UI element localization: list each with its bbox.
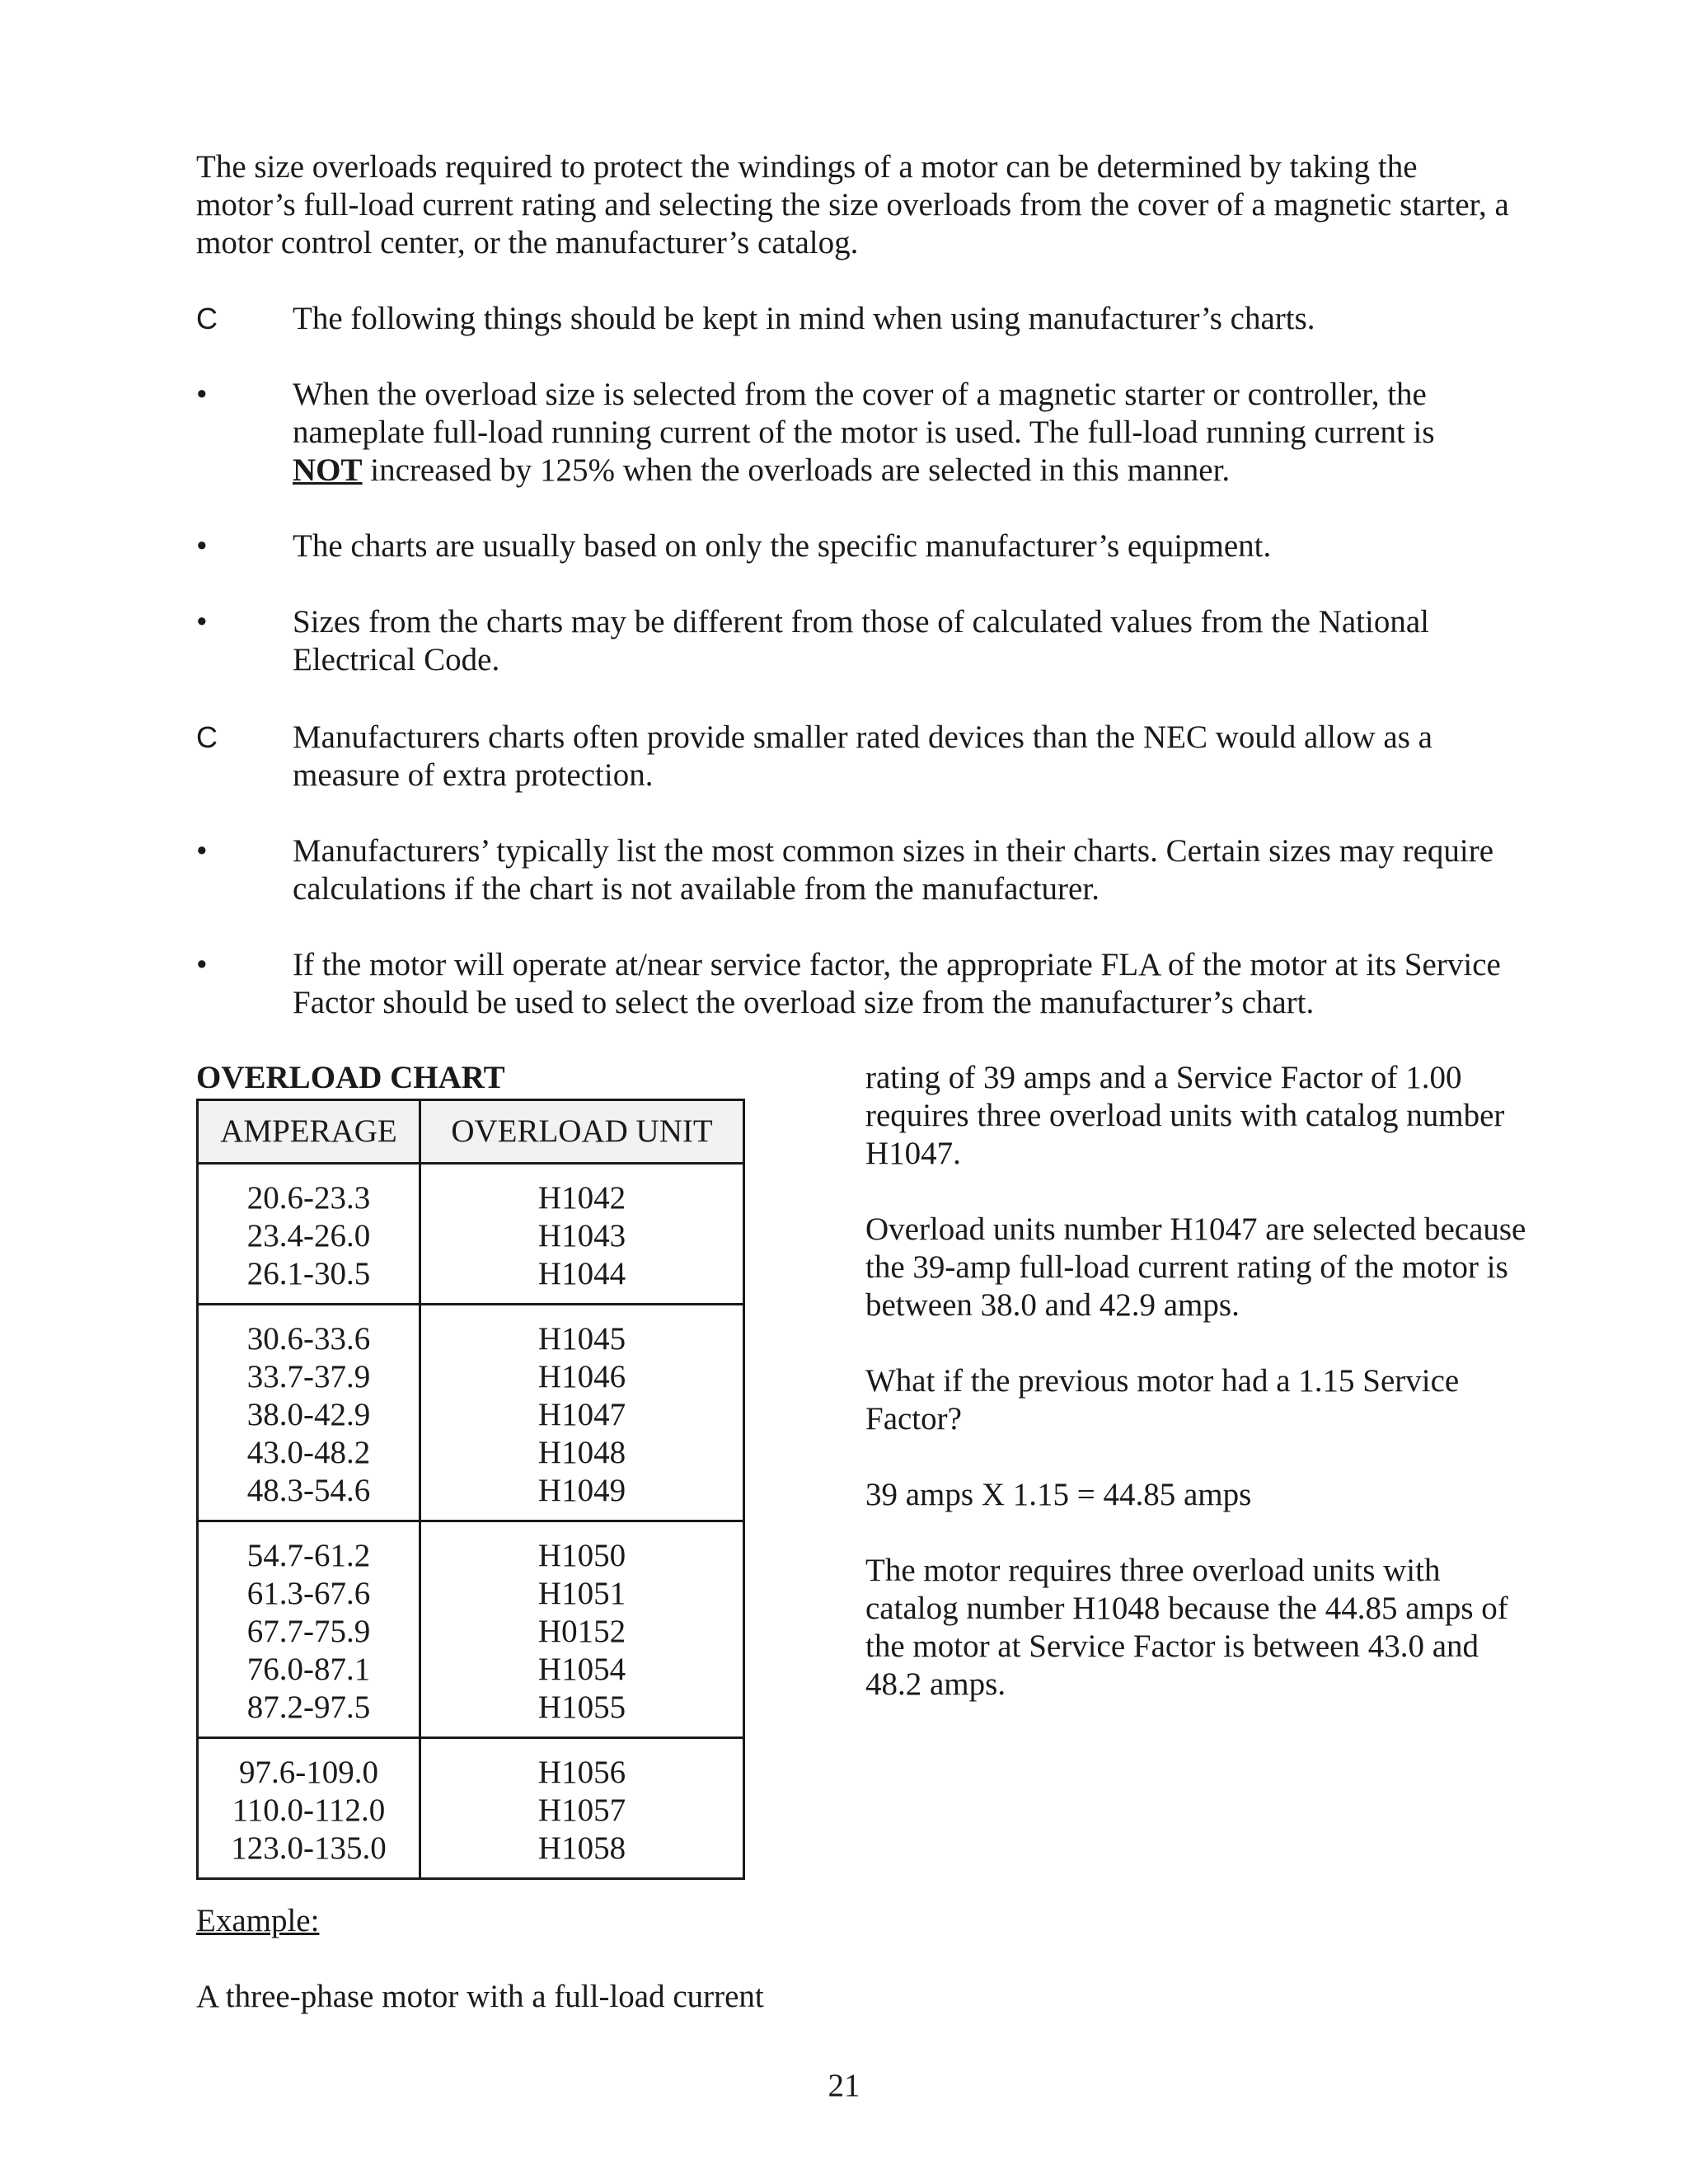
list-item — [196, 376, 1523, 490]
bullet-icon: • — [196, 604, 208, 640]
table-row — [198, 1255, 744, 1305]
amperage-cell: 38.0-42.9 — [198, 1396, 420, 1434]
table-row — [198, 1613, 744, 1651]
overload-unit-cell: H1051 — [420, 1575, 744, 1613]
overload-unit-cell: H1049 — [420, 1472, 744, 1521]
amperage-cell: 67.7-75.9 — [198, 1613, 420, 1651]
list-item-text — [293, 376, 1523, 490]
overload-unit-cell: H1048 — [420, 1434, 744, 1472]
overload-unit-cell: H1055 — [420, 1689, 744, 1738]
right-column-paragraph — [865, 1059, 1533, 1173]
right-column-paragraph — [865, 1211, 1533, 1324]
overload-unit-cell: H0152 — [420, 1613, 744, 1651]
list-item — [196, 946, 1523, 1022]
overload-unit-cell: H1043 — [420, 1217, 744, 1255]
table-row — [198, 1434, 744, 1472]
list-item — [196, 832, 1523, 908]
amperage-cell: 48.3-54.6 — [198, 1472, 420, 1521]
list-marker: C — [196, 720, 218, 754]
example-text: A three-phase motor with a full-load current — [196, 1979, 764, 2014]
table-row — [198, 1651, 744, 1689]
column-header-overload-unit: OVERLOAD UNIT — [420, 1100, 744, 1164]
overload-unit-cell: H1054 — [420, 1651, 744, 1689]
list-item-text-part: increased by 125% when the overloads are selected in this manner. — [370, 452, 1231, 488]
emphasis-not: NOT — [293, 452, 363, 488]
amperage-cell: 43.0-48.2 — [198, 1434, 420, 1472]
amperage-cell: 30.6-33.6 — [198, 1305, 420, 1359]
amperage-cell: 26.1-30.5 — [198, 1255, 420, 1305]
overload-unit-cell: H1056 — [420, 1738, 744, 1793]
amperage-cell: 97.6-109.0 — [198, 1738, 420, 1793]
table-row — [198, 1217, 744, 1255]
list-item-text: Manufacturers’ typically list the most common sizes in their charts. Certain sizes may require calculations if the chart is not available from the manufacturer. — [293, 833, 1494, 907]
list-item — [196, 300, 1523, 338]
right-paragraph-2: Overload units number H1047 are selected because the 39-amp full-load current rating of the motor is between 38.0 and 42.9 amps. — [865, 1212, 1526, 1323]
amperage-cell: 87.2-97.5 — [198, 1689, 420, 1738]
list-item-text-part: When the overload size is selected from the cover of a magnetic starter or controller, the nameplate full-load running current of the motor is used. The full-load running current is — [293, 377, 1435, 450]
table-row — [198, 1472, 744, 1521]
amperage-cell: 76.0-87.1 — [198, 1651, 420, 1689]
amperage-cell: 123.0-135.0 — [198, 1830, 420, 1879]
right-column-paragraph — [865, 1476, 1533, 1514]
overload-unit-cell: H1042 — [420, 1164, 744, 1218]
list-item — [196, 603, 1523, 679]
overload-unit-cell: H1047 — [420, 1396, 744, 1434]
page-number: 21 — [828, 2068, 860, 2103]
table-row — [198, 1164, 744, 1218]
intro-paragraph: The size overloads required to protect the windings of a motor can be determined by taking the motor’s full-load current rating and selecting the size overloads from the cover of a magnetic starter, a motor control center, or the manufacturer’s catalog. — [196, 149, 1509, 260]
column-header-amperage: AMPERAGE — [198, 1100, 420, 1164]
amperage-cell: 33.7-37.9 — [198, 1358, 420, 1396]
bullet-icon: • — [196, 528, 208, 564]
bullet-icon: • — [196, 377, 208, 412]
table-row — [198, 1575, 744, 1613]
amperage-cell: 110.0-112.0 — [198, 1792, 420, 1830]
list-item — [196, 719, 1523, 794]
amperage-cell: 23.4-26.0 — [198, 1217, 420, 1255]
list-item-text: Manufacturers charts often provide smaller rated devices than the NEC would allow as a measure of extra protection. — [293, 719, 1432, 793]
list-marker: C — [196, 302, 218, 335]
table-row — [198, 1792, 744, 1830]
overload-unit-cell: H1046 — [420, 1358, 744, 1396]
table-row — [198, 1830, 744, 1879]
list-item — [196, 527, 1523, 565]
table-row — [198, 1305, 744, 1359]
right-column-paragraph — [865, 1552, 1533, 1704]
amperage-cell: 61.3-67.6 — [198, 1575, 420, 1613]
overload-chart-table — [196, 1099, 745, 1880]
table-row — [198, 1738, 744, 1793]
chart-title: OVERLOAD CHART — [196, 1060, 505, 1095]
overload-unit-cell: H1045 — [420, 1305, 744, 1359]
table-row — [198, 1521, 744, 1576]
overload-unit-cell: H1057 — [420, 1792, 744, 1830]
bullet-icon: • — [196, 833, 208, 869]
table-row — [198, 1358, 744, 1396]
overload-unit-cell: H1050 — [420, 1521, 744, 1576]
right-paragraph-1: rating of 39 amps and a Service Factor of 1.00 requires three overload units with catalog number H1047. — [865, 1060, 1505, 1171]
overload-unit-cell: H1058 — [420, 1830, 744, 1879]
right-column-paragraph — [865, 1362, 1533, 1438]
right-paragraph-5: The motor requires three overload units with catalog number H1048 because the 44.85 amps of the motor at Service Factor is between 43.0 and 48.2 amps. — [865, 1553, 1508, 1702]
list-item-text: The charts are usually based on only the specific manufacturer’s equipment. — [293, 528, 1272, 564]
list-item-text: The following things should be kept in mind when using manufacturer’s charts. — [293, 301, 1315, 336]
amperage-cell: 54.7-61.2 — [198, 1521, 420, 1576]
table-row — [198, 1396, 744, 1434]
list-item-text: Sizes from the charts may be different from those of calculated values from the National Electrical Code. — [293, 604, 1429, 677]
bullet-icon: • — [196, 947, 208, 982]
table-row — [198, 1689, 744, 1738]
right-paragraph-4: 39 amps X 1.15 = 44.85 amps — [865, 1477, 1252, 1512]
right-paragraph-3: What if the previous motor had a 1.15 Service Factor? — [865, 1363, 1460, 1436]
example-label: Example: — [196, 1903, 320, 1938]
list-item-text: If the motor will operate at/near service factor, the appropriate FLA of the motor at its Service Factor should be used to select the overload size from the manufacturer’s chart. — [293, 947, 1501, 1020]
overload-unit-cell: H1044 — [420, 1255, 744, 1305]
amperage-cell: 20.6-23.3 — [198, 1164, 420, 1218]
